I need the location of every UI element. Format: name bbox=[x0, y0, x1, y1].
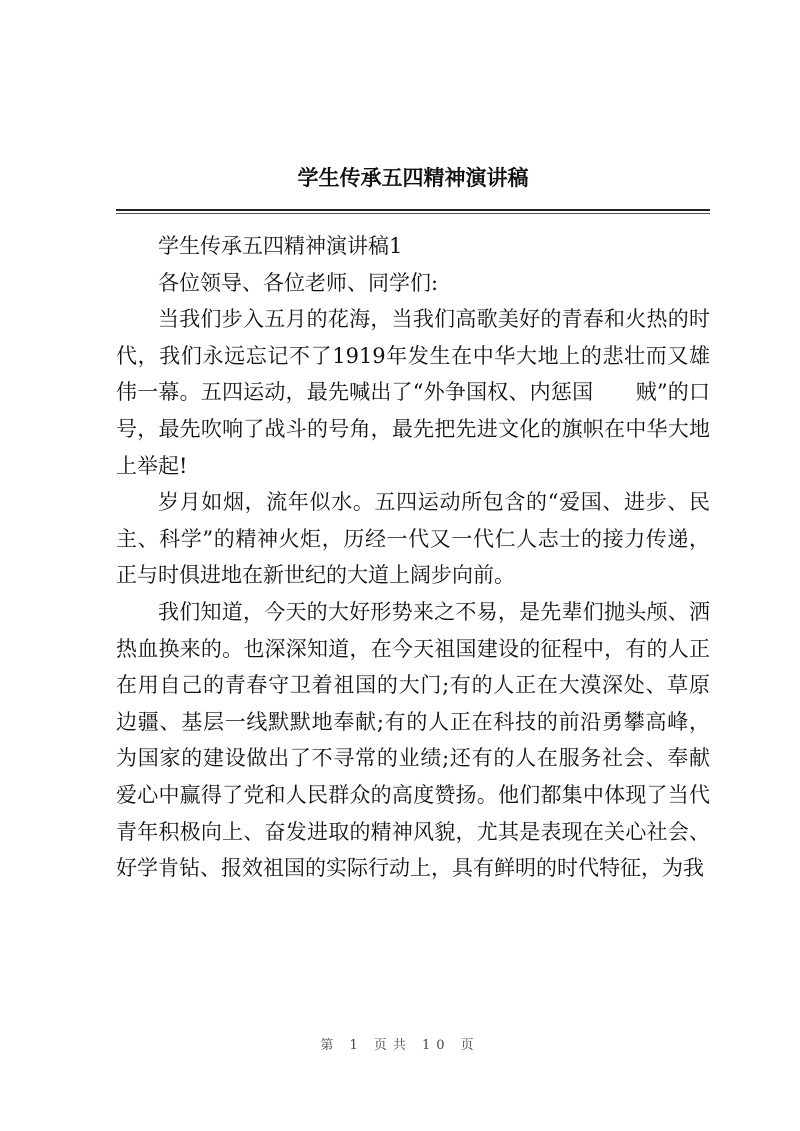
salutation: 各位领导、各位老师、同学们: bbox=[158, 270, 439, 295]
title-divider-thin bbox=[116, 213, 710, 214]
body-paragraph-3: 我们知道，今天的大好形势来之不易，是先辈们抛头颅、洒热血换来的。也深深知道，在今天祖国建设的征程中，有的人正在用自己的青春守卫着祖国的大门;有的人正在大漠深处、草原边疆、基层一线默默地奉献;有的人正在科技的前沿勇攀高峰，为国家的建设做出了不寻常的业绩;还有的人在服务社会、奉献爱心中赢得了党和人民群众的高度赞扬。他们都集中体现了当代青年积极向上、奋发进取的精神风貌，尤其是表现在关心社会、好学肯钻、报效祖国的实际行动上，具有鲜明的时代特征，为我 bbox=[116, 599, 710, 881]
title-divider bbox=[116, 209, 710, 211]
page-number-footer: 第 1 页共 10 页 bbox=[320, 1038, 480, 1053]
body-paragraph-1: 当我们步入五月的花海，当我们高歌美好的青春和火热的时代，我们永远忘记不了1919年发生在中华大地上的悲壮而又雄伟一幕。五四运动，最先喊出了“外争国权、内惩国 贼”的口号，最先吹响了战斗的号角，最先把先进文化的旗帜在中华大地上举起! bbox=[116, 307, 710, 478]
speech-heading: 学生传承五四精神演讲稿1 bbox=[158, 234, 403, 258]
document-body bbox=[116, 228, 710, 887]
body-paragraph-2: 岁月如烟，流年似水。五四运动所包含的“爱国、进步、民主、科学”的精神火炬，历经一代又一代仁人志士的接力传递，正与时俱进地在新世纪的大道上阔步向前。 bbox=[116, 490, 710, 588]
document-title: 学生传承五四精神演讲稿 bbox=[297, 166, 529, 190]
